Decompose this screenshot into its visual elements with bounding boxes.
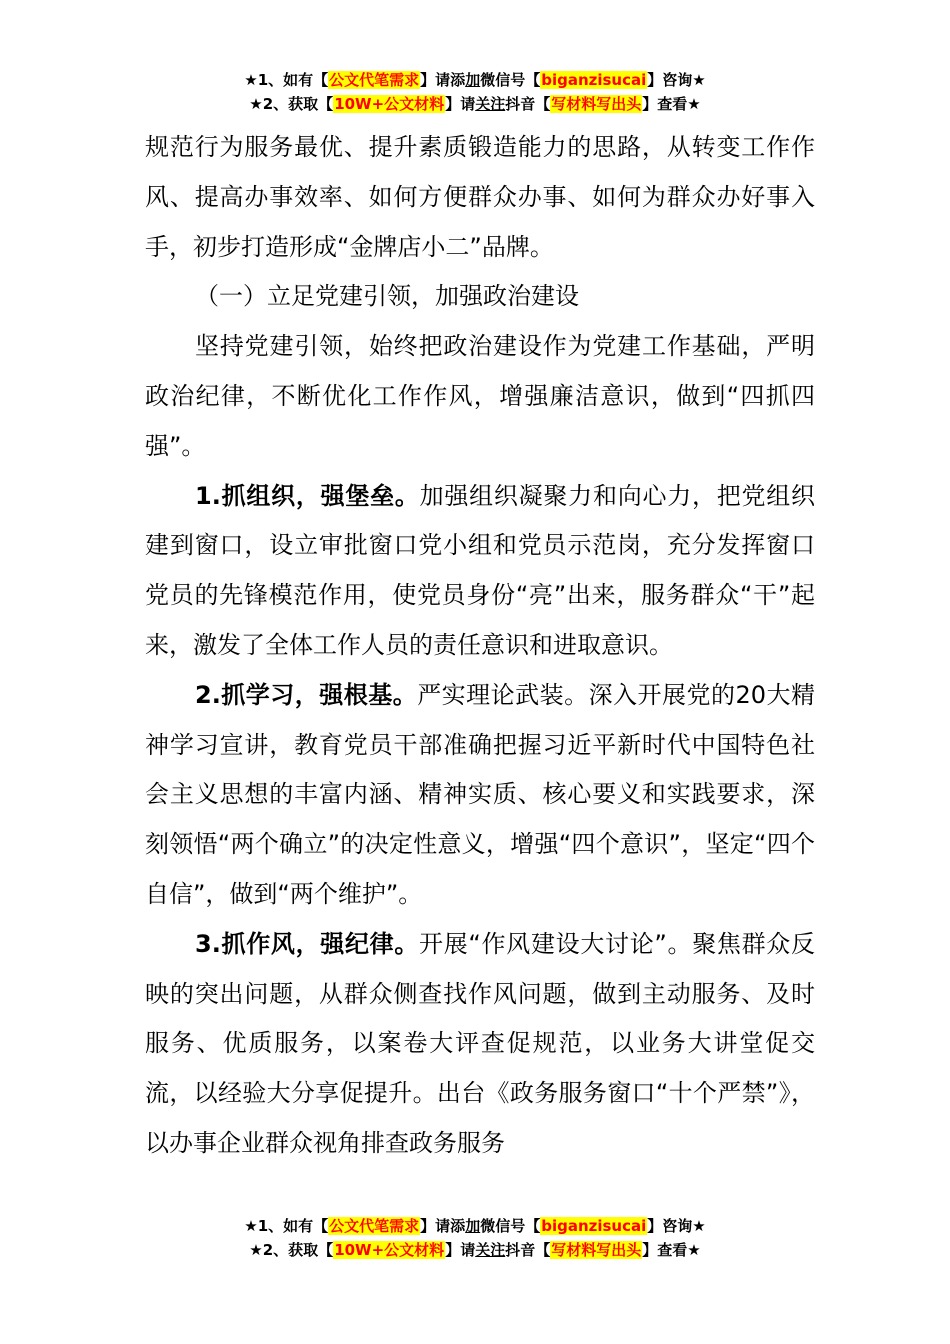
banner-line-2: ★2、获取【10W+公文材料】请关注抖音【写材料写出头】查看★ (249, 95, 701, 113)
document-body (145, 123, 815, 1169)
paragraph: 2.抓学习，强根基。严实理论武装。深入开展党的20大精神学习宣讲，教育党员干部准确把握习近平新时代中国特色社会主义思想的丰富内涵、精神实质、核心要义和实践要求，深刻领悟“两个确立”的决定性意义，增强“四个意识”，坚定“四个自信”，做到“两个维护”。 (145, 680, 815, 908)
paragraph-lead: 1.抓组织，强堡垒。 (195, 481, 420, 510)
header-banner (0, 68, 950, 116)
banner-line-1: ★1、如有【公文代笔需求】请添加微信号【biganzisucai】咨询★ (244, 1217, 706, 1235)
paragraph: 规范行为服务最优、提升素质锻造能力的思路，从转变工作作风、提高办事效率、如何方便群众办事、如何为群众办好事入手，初步打造形成“金牌店小二”品牌。 (145, 133, 815, 261)
paragraph: 3.抓作风，强纪律。开展“作风建设大讨论”。聚焦群众反映的突出问题，从群众侧查找作风问题，做到主动服务、及时服务、优质服务，以案卷大评查促规范，以业务大讲堂促交流，以经验大分享促提升。出台《政务服务窗口“十个严禁”》，以办事企业群众视角排查政务服务 (145, 929, 815, 1157)
banner-line-1: ★1、如有【公文代笔需求】请添加微信号【biganzisucai】咨询★ (244, 71, 706, 89)
paragraph-lead: 3.抓作风，强纪律。 (195, 929, 420, 958)
paragraph: 坚持党建引领，始终把政治建设作为党建工作基础，严明政治纪律，不断优化工作作风，增强廉洁意识，做到“四抓四强”。 (145, 332, 815, 460)
paragraph-lead: 2.抓学习，强根基。 (195, 680, 418, 709)
banner-line-2: ★2、获取【10W+公文材料】请关注抖音【写材料写出头】查看★ (249, 1241, 701, 1259)
footer-banner (0, 1214, 950, 1262)
section-heading: （一）立足党建引领，加强政治建设 (195, 282, 579, 311)
paragraph: 1.抓组织，强堡垒。加强组织凝聚力和向心力，把党组织建到窗口，设立审批窗口党小组和党员示范岗，充分发挥窗口党员的先锋模范作用，使党员身份“亮”出来，服务群众“干”起来，激发了全体工作人员的责任意识和进取意识。 (145, 481, 815, 659)
